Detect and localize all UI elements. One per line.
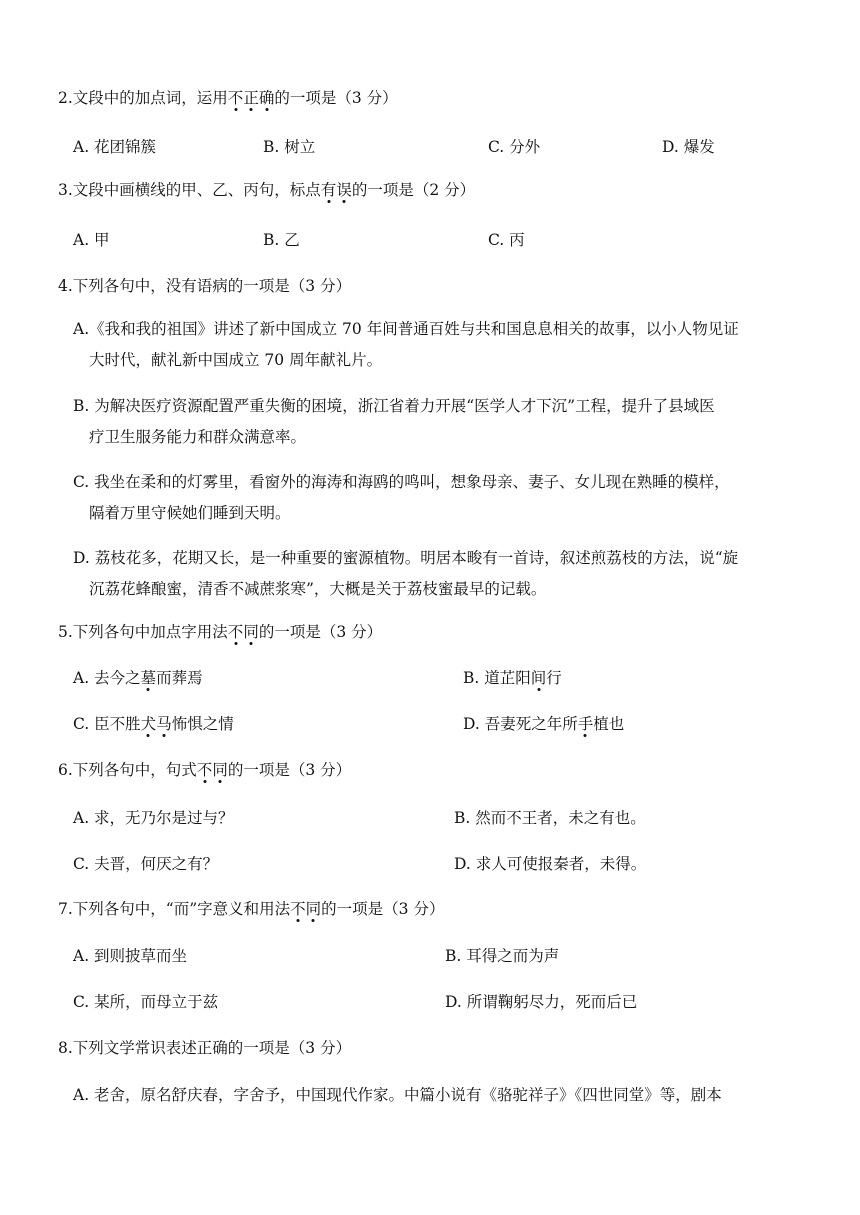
question-7-option-c: C. 某所，而母立于兹: [73, 993, 219, 1011]
question-6-stem: 6.下列各句中，句式不同的一项是（3 分）: [58, 761, 352, 779]
question-5-option-a: A. 去今之墓而葬焉: [73, 669, 203, 687]
question-5-stem: 5.下列各句中加点字用法不同的一项是（3 分）: [58, 623, 383, 641]
question-6-option-b: B. 然而不王者，未之有也。: [454, 809, 646, 827]
question-2-stem: 2.文段中的加点词，运用不正确的一项是（3 分）: [58, 89, 398, 107]
question-6-option-d: D. 求人可使报秦者，未得。: [454, 855, 647, 873]
question-4-option-d: D. 荔枝花多，花期又长，是一种重要的蜜源植物。明居本畯有一首诗，叙述煎荔枝的方法，说“旋 沉荔花蜂酿蜜，清香不减蔗浆寒”，大概是关于荔枝蜜最早的记载。: [73, 549, 739, 598]
question-6-option-a: A. 求，无乃尔是过与？: [73, 809, 234, 827]
question-5-option-d: D. 吾妻死之年所手植也: [463, 715, 625, 733]
question-2-option-c: C. 分外: [488, 138, 541, 156]
question-2-option-a: A. 花团锦簇: [73, 138, 157, 156]
question-7-option-d: D. 所谓鞠躬尽力，死而后已: [445, 993, 638, 1011]
question-4-option-a: A.《我和我的祖国》讲述了新中国成立 70 年间普通百姓与共和国息息相关的故事，以小人物见证 大时代，献礼新中国成立 70 周年献礼片。: [73, 320, 739, 369]
question-3-option-b: B. 乙: [263, 231, 300, 249]
question-8-stem: 8.下列文学常识表述正确的一项是（3 分）: [58, 1039, 352, 1057]
question-2-option-d: D. 爆发: [662, 138, 715, 156]
question-5-option-c: C. 臣不胜犬马怖惧之情: [73, 715, 234, 733]
question-3-option-a: A. 甲: [73, 231, 110, 249]
question-3-option-c: C. 丙: [488, 231, 525, 249]
question-4-option-b: B. 为解决医疗资源配置严重失衡的困境，浙江省着力开展“医学人才下沉”工程，提升了县域医 疗卫生服务能力和群众满意率。: [73, 397, 715, 446]
question-7-stem: 7.下列各句中，“而”字意义和用法不同的一项是（3 分）: [58, 900, 445, 918]
question-8-option-a: A. 老舍，原名舒庆春，字舍予，中国现代作家。中篇小说有《骆驼祥子》《四世同堂》等，剧本: [73, 1086, 722, 1104]
question-7-option-b: B. 耳得之而为声: [445, 947, 560, 965]
question-5-option-b: B. 道芷阳间行: [463, 669, 562, 687]
question-6-option-c: C. 夫晋，何厌之有？: [73, 855, 219, 873]
question-7-option-a: A. 到则披草而坐: [73, 947, 188, 965]
question-3-stem: 3.文段中画横线的甲、乙、丙句，标点有误的一项是（2 分）: [58, 181, 476, 199]
question-4-option-c: C. 我坐在柔和的灯雾里，看窗外的海涛和海鸥的鸣叫，想象母亲、妻子、女儿现在熟睡的模样， 隔着万里守候她们睡到天明。: [73, 473, 730, 522]
question-4-stem: 4.下列各句中，没有语病的一项是（3 分）: [58, 277, 352, 295]
question-2-option-b: B. 树立: [263, 138, 316, 156]
